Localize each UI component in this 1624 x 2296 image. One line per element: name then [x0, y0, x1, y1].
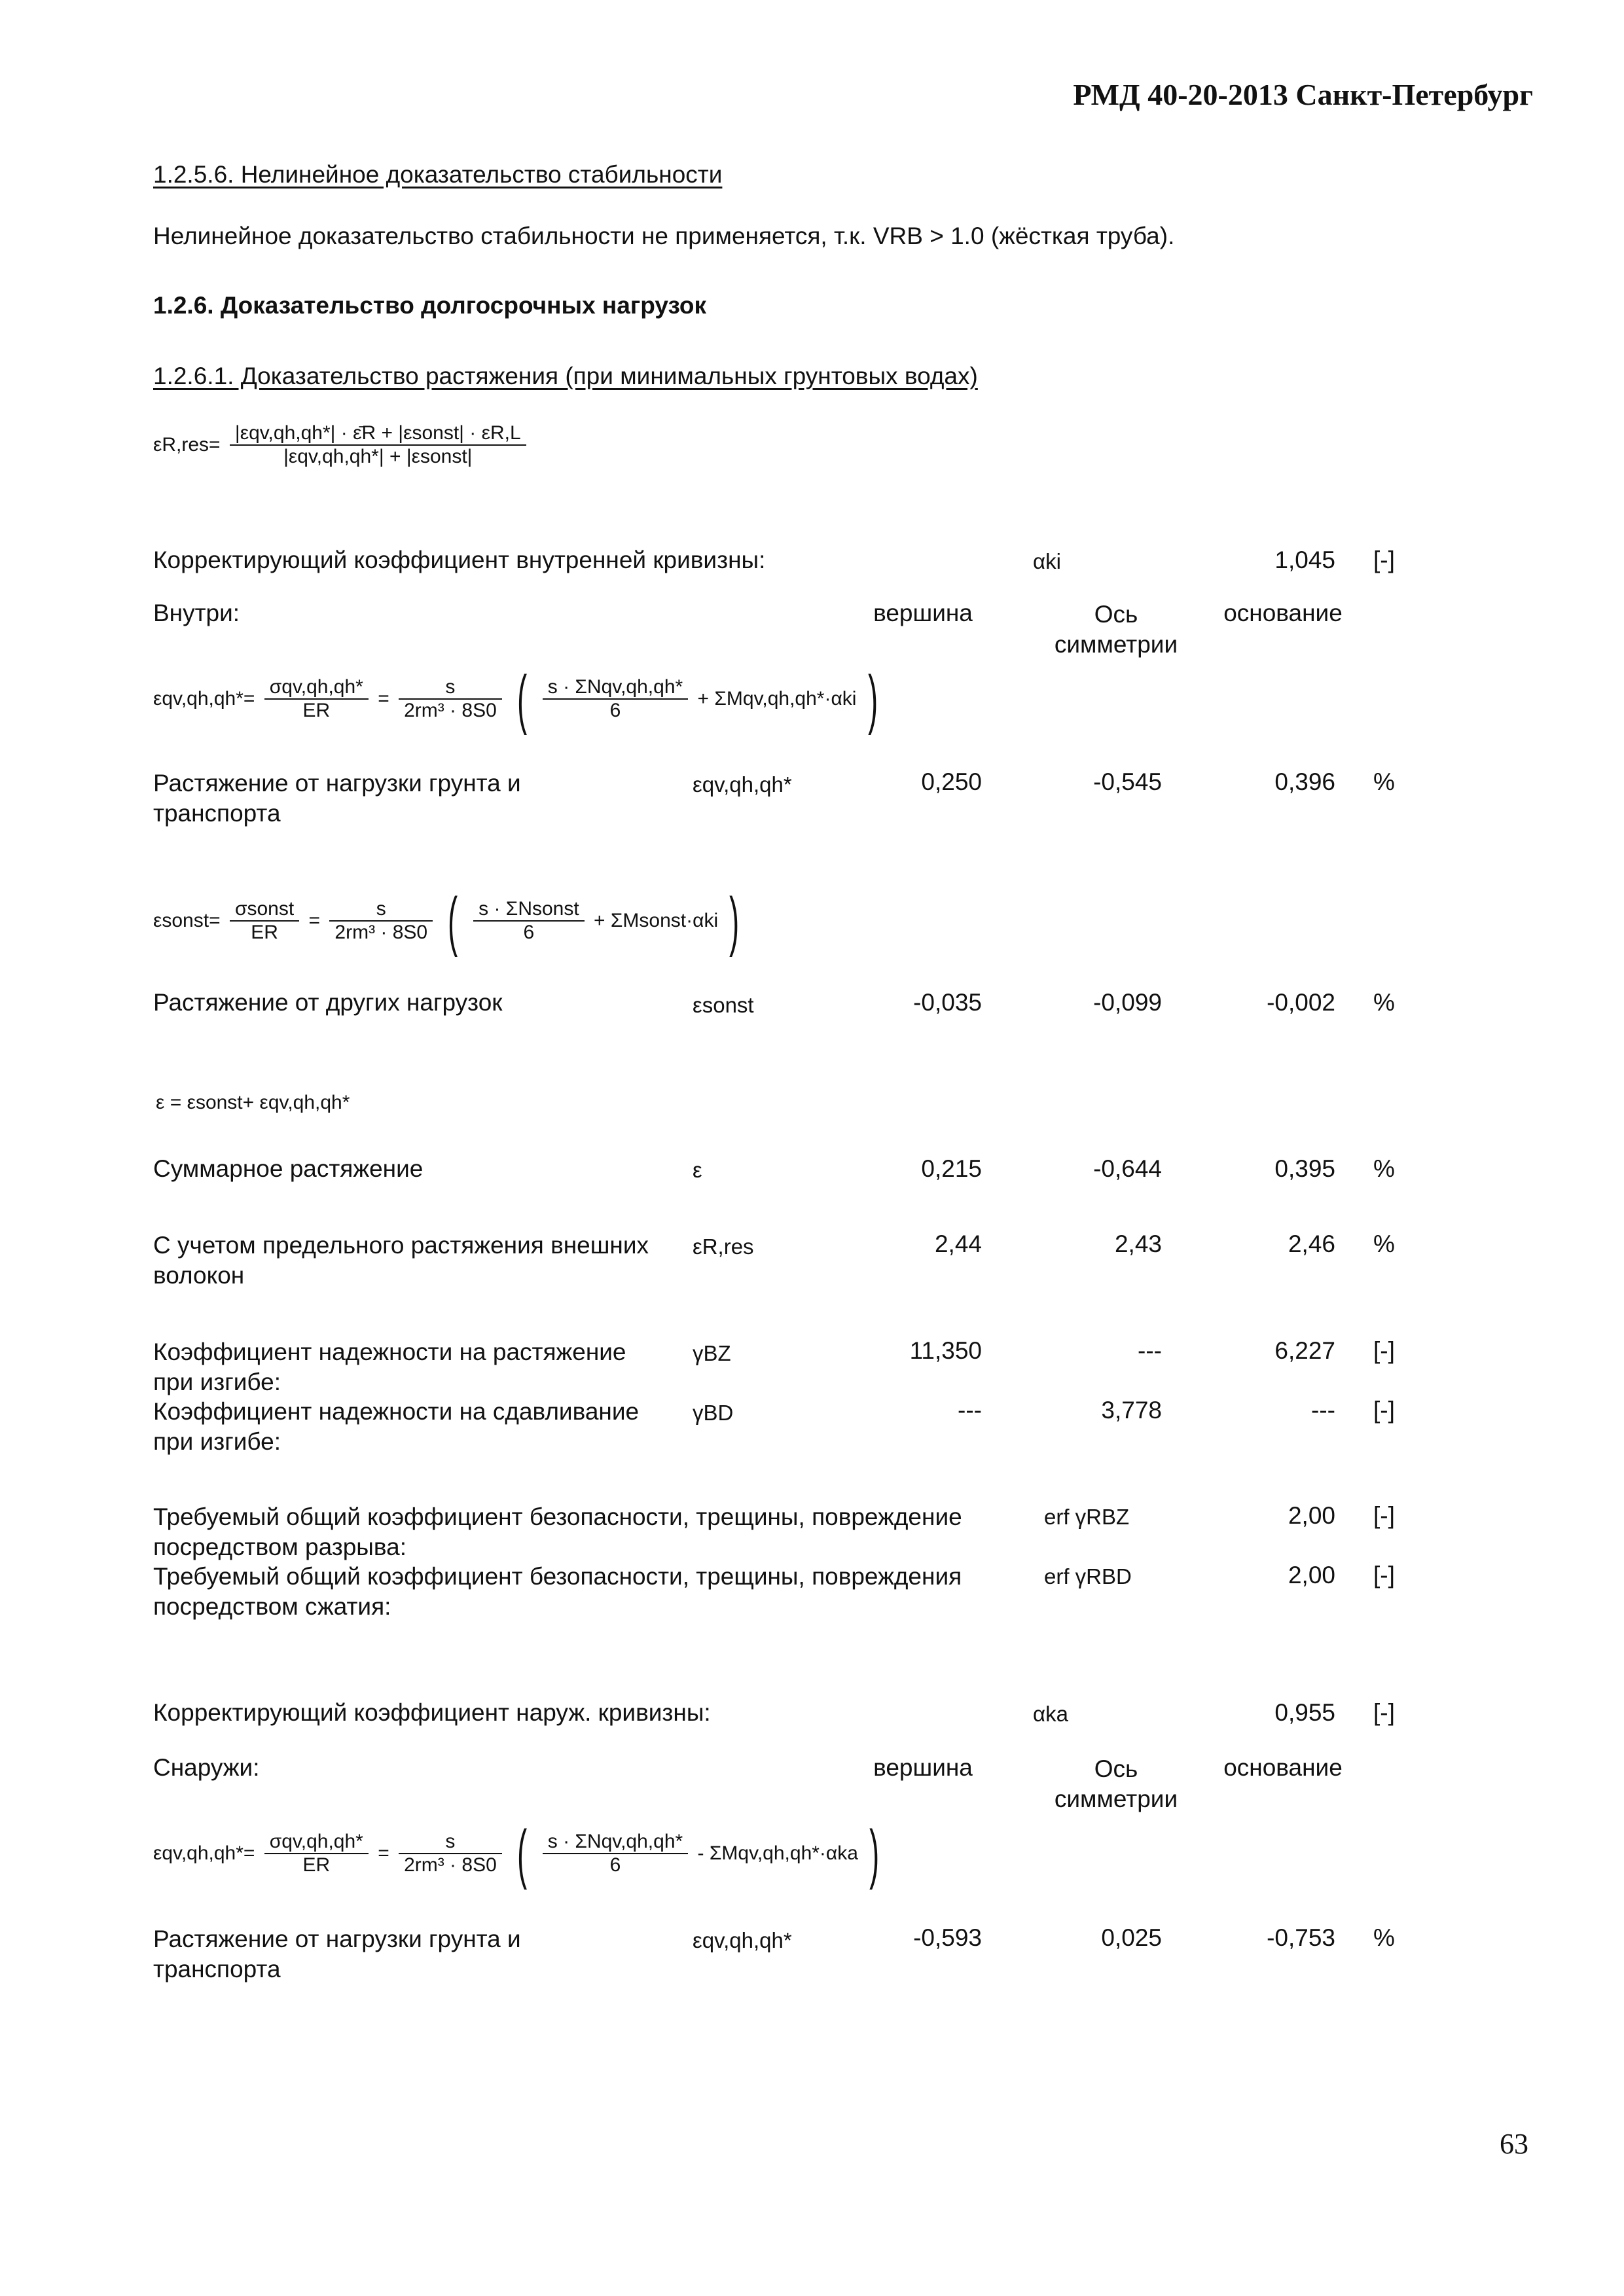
row-sonst-unit: % [1373, 989, 1395, 1016]
formula-frac-num: s [399, 676, 502, 700]
aki-symbol: αki [1033, 549, 1061, 573]
section-heading-1261: 1.2.6.1. Доказательство растяжения (при минимальных грунтовых водах) [153, 363, 978, 389]
formula-frac-num: s [329, 898, 433, 922]
formula-frac-den: ER [302, 700, 331, 721]
col-header-axis: Ось симметрии [1054, 1755, 1178, 1812]
row-outside-qv-unit: % [1373, 1924, 1395, 1951]
row-total-axis: -0,644 [1093, 1155, 1162, 1182]
row-gbz-label: Коэффициент надежности на растяжение при изгибе: [153, 1338, 626, 1395]
row-gbd-bottom: --- [1311, 1397, 1335, 1424]
row-erf-rbd-value: 2,00 [1288, 1562, 1335, 1588]
col-header-axis: Ось симметрии [1054, 601, 1178, 658]
outside-label: Снаружи: [153, 1754, 260, 1781]
row-gbd-symbol: γBD [693, 1401, 734, 1425]
row-res-label: С учетом предельного растяжения внешних волокон [153, 1232, 649, 1289]
row-outside-qv-symbol: εqv,qh,qh* [693, 1928, 792, 1952]
formula-frac-den: 6 [609, 1854, 621, 1876]
formula-frac-den: ER [251, 922, 278, 943]
row-gbd-label: Коэффициент надежности на сдавливание при изгибе: [153, 1398, 640, 1455]
formula-frac-den: 2rm³ · 8S0 [404, 700, 497, 721]
row-gbz-unit: [-] [1373, 1337, 1395, 1364]
formula-frac-num: s [399, 1831, 502, 1854]
row-total-symbol: ε [693, 1158, 702, 1182]
row-total-label: Суммарное растяжение [153, 1155, 424, 1182]
col-header-bottom: основание [1223, 600, 1343, 626]
formula-frac-num: σqv,qh,qh* [264, 676, 369, 700]
row-sonst-top: -0,035 [913, 989, 982, 1016]
paren-right: ) [869, 1817, 880, 1890]
formula-eps-r-res [153, 422, 530, 468]
col-header-bottom: основание [1223, 1754, 1343, 1781]
formula-lhs: εR,res= [153, 434, 221, 456]
formula-equals: = [378, 1842, 389, 1864]
row-gbz-axis: --- [1138, 1337, 1162, 1364]
row-outside-qv-label: Растяжение от нагрузки грунта и транспорта [153, 1926, 521, 1982]
row-erf-rbz-symbol: erf γRBZ [1044, 1505, 1130, 1529]
formula-frac-den: 6 [609, 700, 621, 721]
row-inside-qv-axis: -0,545 [1093, 768, 1162, 795]
formula-tail: + ΣMqv,qh,qh*·αki [697, 688, 857, 709]
row-gbz-top: 11,350 [909, 1337, 982, 1364]
formula-tail: + ΣMsonst·αki [594, 910, 719, 931]
paren-left: ( [517, 1817, 528, 1890]
row-res-symbol: εR,res [693, 1234, 754, 1259]
formula-eps-qv-inside [153, 662, 884, 736]
row-total-bottom: 0,395 [1274, 1155, 1335, 1182]
formula-frac-den: 6 [523, 922, 535, 943]
row-erf-rbz-value: 2,00 [1288, 1502, 1335, 1529]
row-gbd-unit: [-] [1373, 1397, 1395, 1424]
formula-numerator: |εqv,qh,qh*| · ε̄R + |εsonst| · εR,L [230, 422, 526, 446]
row-gbd-top: --- [958, 1397, 982, 1424]
formula-frac-den: 2rm³ · 8S0 [404, 1854, 497, 1876]
paren-right: ) [867, 662, 878, 736]
page-header: РМД 40-20-2013 Санкт-Петербург [1073, 78, 1533, 111]
section-heading-126: 1.2.6. Доказательство долгосрочных нагрузок [153, 292, 707, 319]
aka-label: Корректирующий коэффициент наруж. кривизны: [153, 1699, 711, 1726]
formula-equals: = [378, 688, 389, 709]
formula-lhs: εqv,qh,qh*= [153, 688, 255, 709]
paren-left: ( [448, 884, 458, 958]
row-res-unit: % [1373, 1230, 1395, 1257]
aki-label: Корректирующий коэффициент внутренней кривизны: [153, 547, 766, 573]
formula-eps-qv-outside [153, 1817, 886, 1890]
row-gbd-axis: 3,778 [1101, 1397, 1162, 1424]
row-gbz-bottom: 6,227 [1274, 1337, 1335, 1364]
aka-symbol: αka [1033, 1702, 1068, 1726]
section-heading-1256: 1.2.5.6. Нелинейное доказательство стабильности [153, 161, 723, 188]
row-res-bottom: 2,46 [1288, 1230, 1335, 1257]
row-sonst-bottom: -0,002 [1267, 989, 1335, 1016]
formula-eps-total: ε = εsonst+ εqv,qh,qh* [156, 1092, 350, 1113]
row-sonst-label: Растяжение от других нагрузок [153, 989, 503, 1016]
paren-left: ( [517, 662, 528, 736]
aka-unit: [-] [1373, 1699, 1395, 1726]
formula-frac-num: s · ΣNsonst [473, 898, 585, 922]
formula-denominator: |εqv,qh,qh*| + |εsonst| [283, 446, 473, 467]
row-total-top: 0,215 [921, 1155, 982, 1182]
row-erf-rbd-unit: [-] [1373, 1562, 1395, 1588]
formula-frac-den: 2rm³ · 8S0 [334, 922, 428, 943]
row-outside-qv-bottom: -0,753 [1267, 1924, 1335, 1951]
aki-unit: [-] [1373, 547, 1395, 573]
row-res-axis: 2,43 [1114, 1230, 1162, 1257]
row-inside-qv-unit: % [1373, 768, 1395, 795]
col-header-top: вершина [873, 600, 973, 626]
formula-tail: - ΣMqv,qh,qh*·αka [697, 1842, 858, 1864]
row-outside-qv-top: -0,593 [913, 1924, 982, 1951]
formula-equals: = [308, 910, 321, 931]
row-erf-rbz-label: Требуемый общий коэффициент безопасности, трещины, повреждение посредством разрыва: [153, 1503, 962, 1560]
row-outside-qv-axis: 0,025 [1101, 1924, 1162, 1951]
formula-frac-den: ER [302, 1854, 331, 1876]
formula-frac-num: s · ΣNqv,qh,qh* [543, 676, 688, 700]
inside-label: Внутри: [153, 600, 240, 626]
paren-right: ) [729, 884, 740, 958]
formula-frac-num: σsonst [230, 898, 299, 922]
col-header-top: вершина [873, 1754, 973, 1781]
formula-lhs: εsonst= [153, 910, 221, 931]
aki-value: 1,045 [1274, 547, 1335, 573]
row-total-unit: % [1373, 1155, 1395, 1182]
row-erf-rbd-symbol: erf γRBD [1044, 1564, 1132, 1588]
page-number: 63 [1500, 2128, 1528, 2160]
formula-lhs: εqv,qh,qh*= [153, 1842, 255, 1864]
row-gbz-symbol: γBZ [693, 1341, 731, 1365]
row-erf-rbz-unit: [-] [1373, 1502, 1395, 1529]
formula-eps-sonst [153, 884, 746, 958]
row-sonst-symbol: εsonst [693, 993, 754, 1017]
row-inside-qv-symbol: εqv,qh,qh* [693, 772, 792, 797]
row-inside-qv-label: Растяжение от нагрузки грунта и транспорта [153, 770, 521, 827]
row-erf-rbd-label: Требуемый общий коэффициент безопасности, трещины, повреждения посредством сжатия: [153, 1563, 962, 1620]
row-res-top: 2,44 [934, 1230, 982, 1257]
aka-value: 0,955 [1274, 1699, 1335, 1726]
row-inside-qv-top: 0,250 [921, 768, 982, 795]
row-inside-qv-bottom: 0,396 [1274, 768, 1335, 795]
formula-frac-num: σqv,qh,qh* [264, 1831, 369, 1854]
row-sonst-axis: -0,099 [1093, 989, 1162, 1016]
formula-frac-num: s · ΣNqv,qh,qh* [543, 1831, 688, 1854]
section-text-1256: Нелинейное доказательство стабильности не применяется, т.к. VRB > 1.0 (жёсткая труба). [153, 223, 1175, 249]
